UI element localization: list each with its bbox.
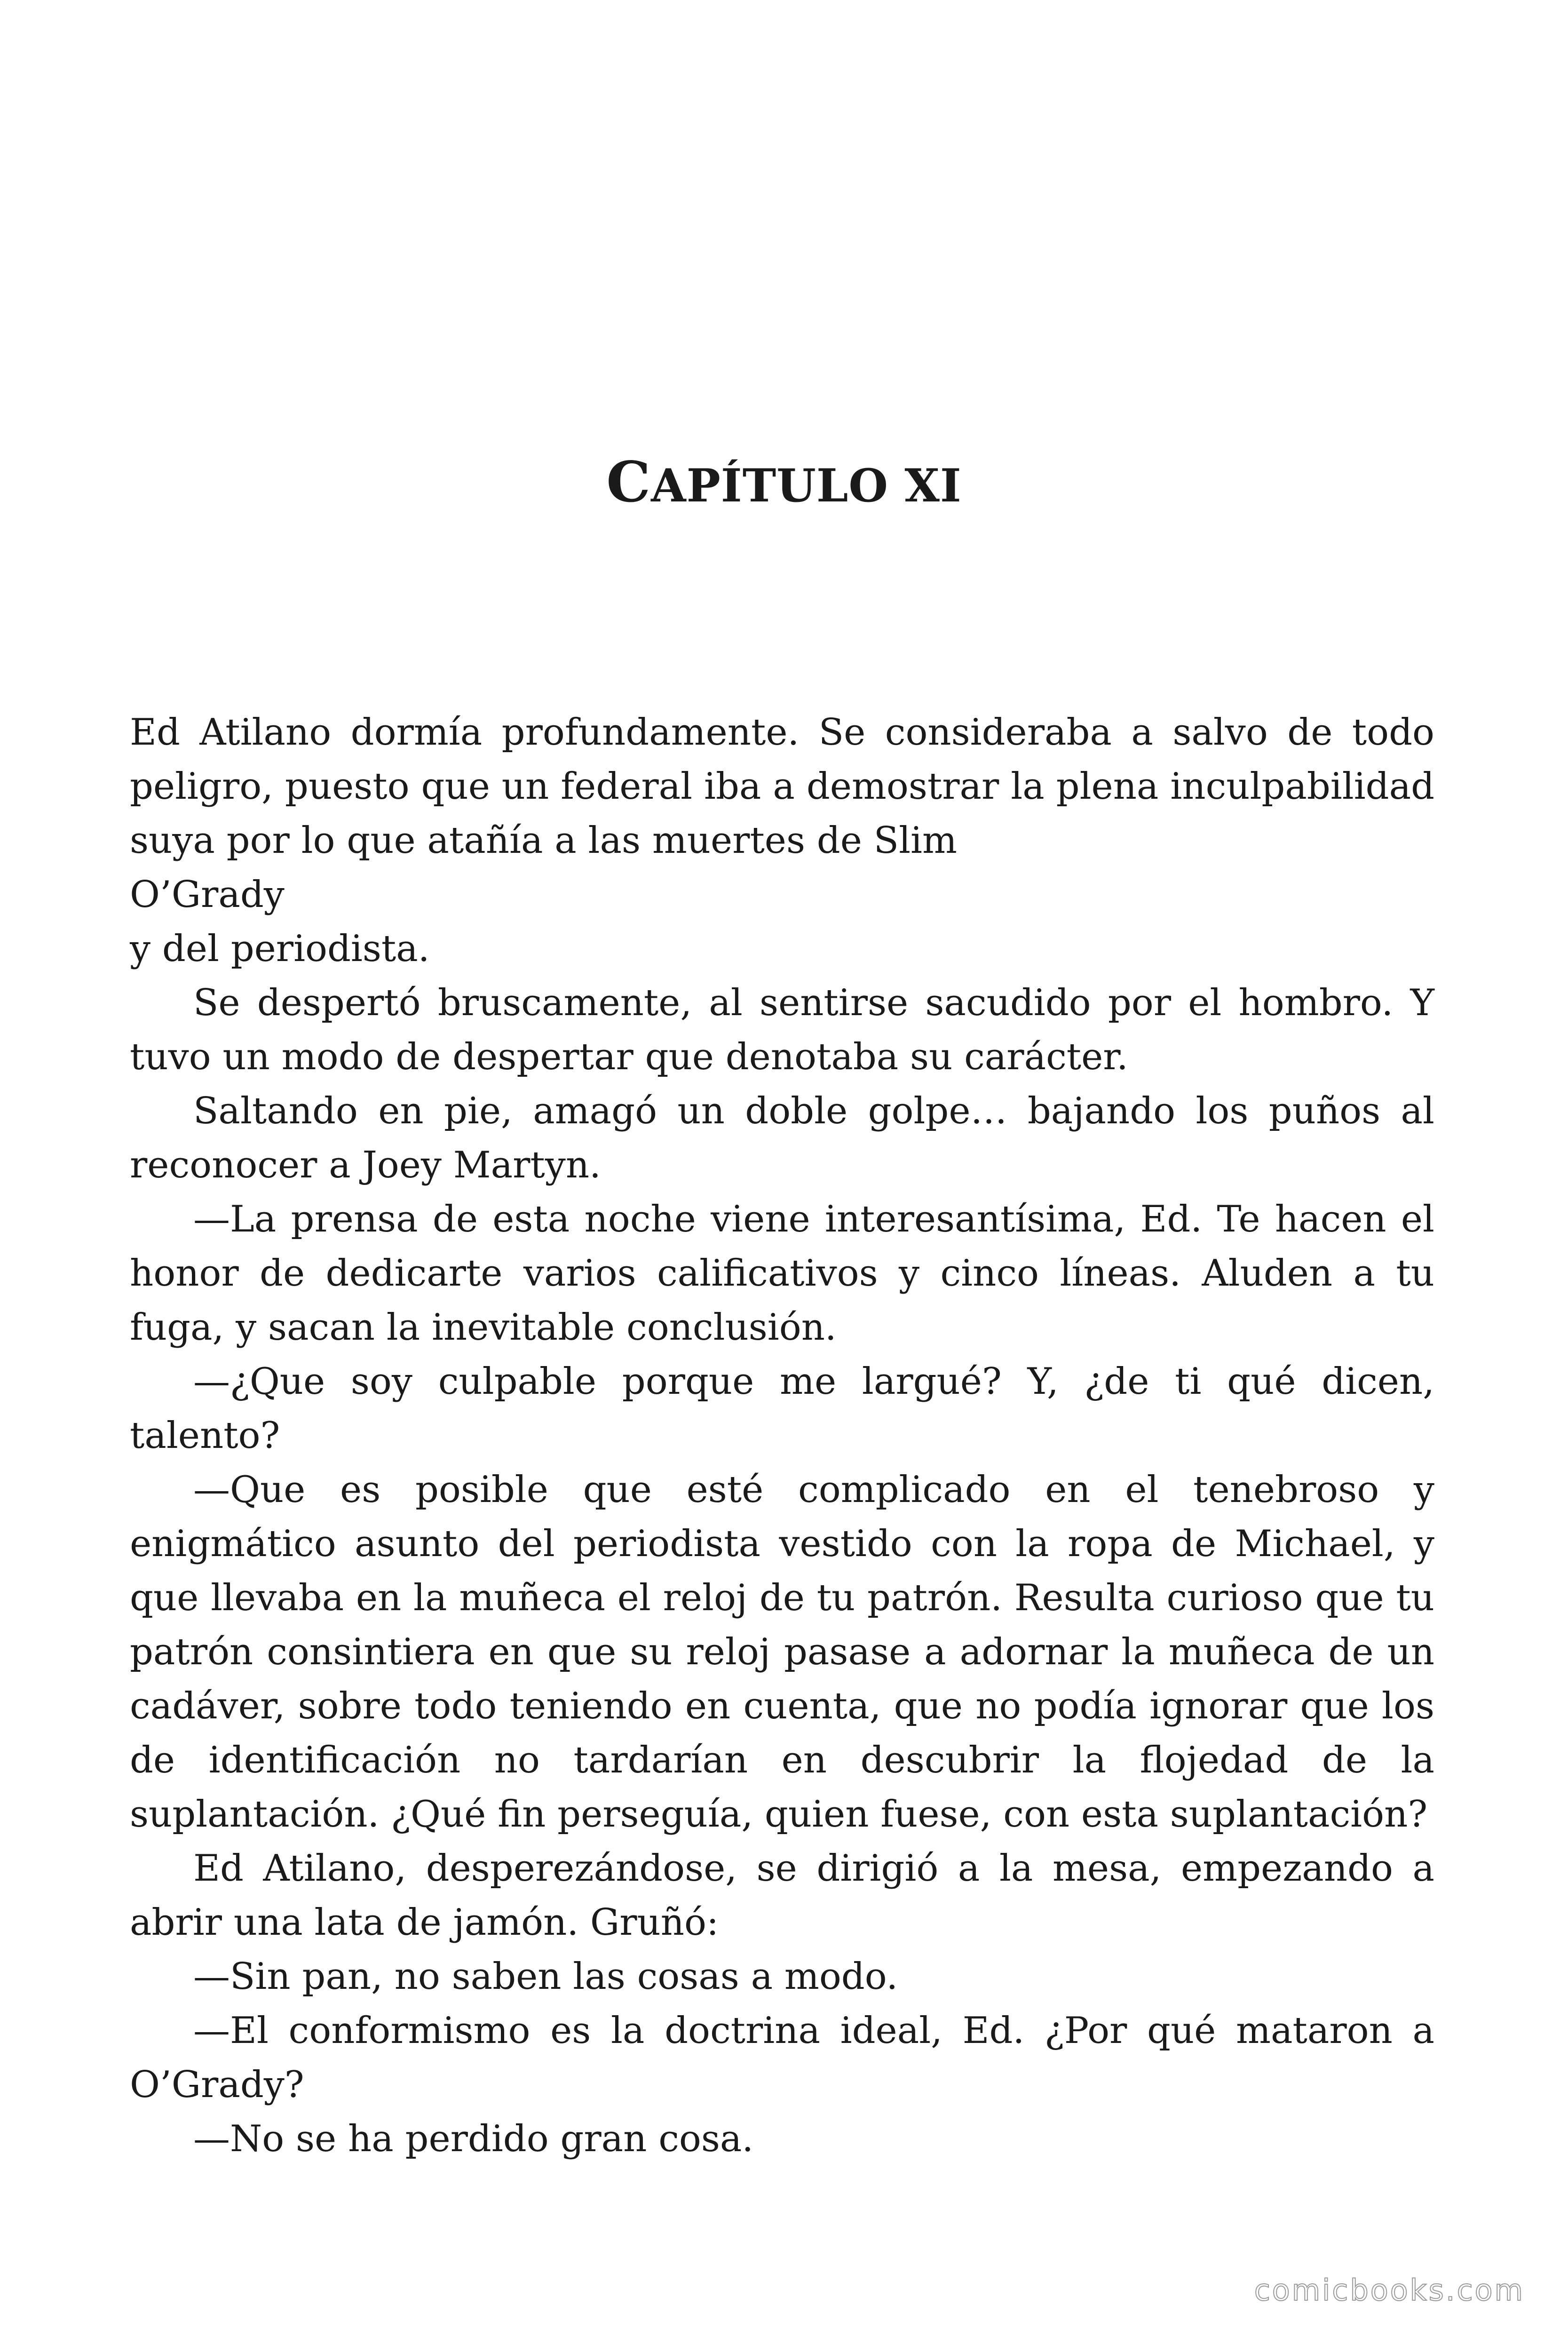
paragraph-9: —El conformismo es la doctrina ideal, Ed. ¿Por qué mataron a O’Grady? bbox=[130, 2010, 1434, 2106]
paragraph-4: —La prensa de esta noche viene interesantísima, Ed. Te hacen el honor de dedicarte varios calificativos y cinco líneas. Aluden a tu fuga, y sacan la inevitable conclusión. bbox=[130, 1198, 1434, 1349]
watermark-logo: comicbooks.com bbox=[1254, 2273, 1525, 2307]
paragraph-7: Ed Atilano, desperezándose, se dirigió a la mesa, empezando a abrir una lata de jamón. Gruñó: bbox=[130, 1847, 1434, 1944]
chapter-title-initial: C bbox=[606, 449, 651, 515]
chapter-title bbox=[0, 449, 1568, 515]
paragraph-1-text: Ed Atilano dormía profundamente. Se consideraba a salvo de todo peligro, puesto que un federal iba a demostrar la plena inculpabilidad suya por lo que atañía a las muertes de Slim bbox=[130, 711, 1434, 862]
chapter-title-rest: APÍTULO XI bbox=[651, 459, 962, 512]
paragraph-1-continuation-b bbox=[130, 922, 1434, 976]
paragraph-2: Se despertó bruscamente, al sentirse sacudido por el hombro. Y tuvo un modo de despertar que denotaba su carácter. bbox=[130, 982, 1434, 1078]
chapter-body bbox=[130, 706, 1434, 2166]
paragraph-6: —Que es posible que esté complicado en el tenebroso y enigmático asunto del periodista vestido con la ropa de Michael, y que llevaba en la muñeca el reloj de tu patrón. Resulta curioso que tu patrón consintiera en que su reloj pasase a adornar la muñeca de un cadáver, sobre todo teniendo en cuenta, que no podía ignorar que los de identificación no tardarían en descubrir la flojedad de la suplantación. ¿Qué fin perseguía, quien fuese, con esta suplantación? bbox=[130, 1469, 1434, 1836]
paragraph-1-continuation-a bbox=[130, 868, 1434, 922]
paragraph-3: Saltando en pie, amagó un doble golpe… bajando los puños al reconocer a Joey Martyn. bbox=[130, 1090, 1434, 1186]
paragraph-8: —Sin pan, no saben las cosas a modo. bbox=[193, 1955, 898, 1998]
paragraph-1 bbox=[130, 706, 1434, 868]
paragraph-1-end: y del periodista. bbox=[130, 928, 430, 970]
paragraph-10: —No se ha perdido gran cosa. bbox=[193, 2118, 754, 2160]
paragraph-1-name: O’Grady bbox=[130, 874, 285, 916]
paragraph-5: —¿Que soy culpable porque me largué? Y, ¿de ti qué dicen, talento? bbox=[130, 1360, 1434, 1457]
